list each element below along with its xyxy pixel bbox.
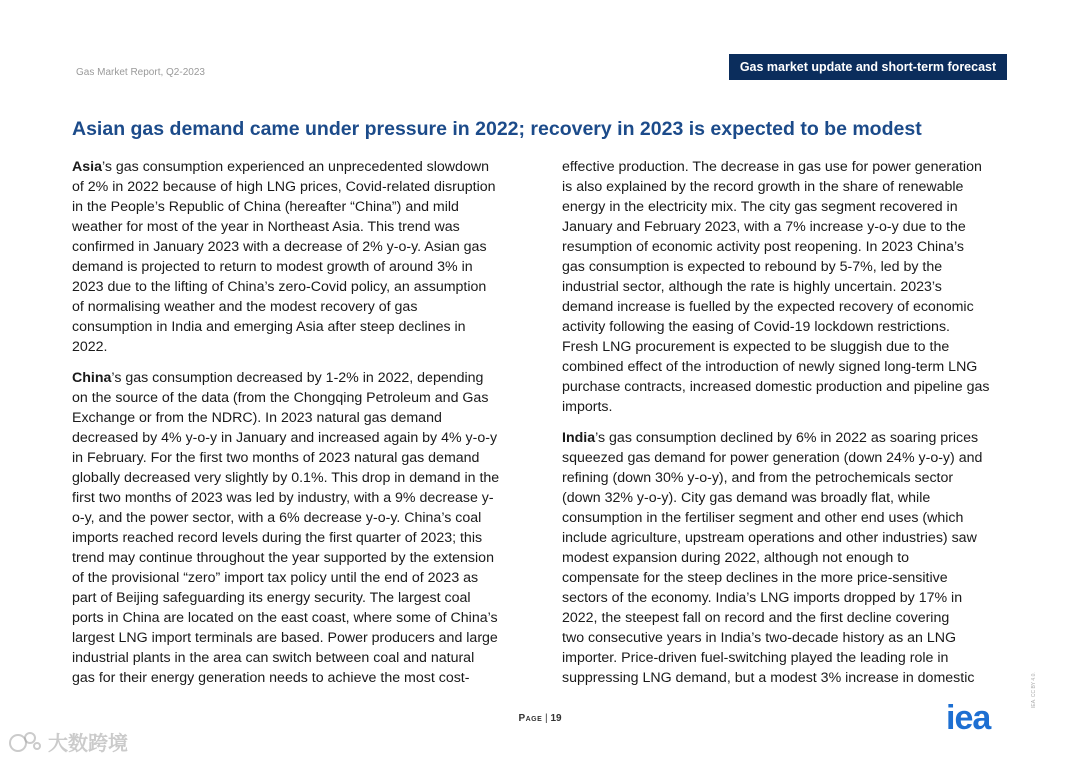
watermark-icon [8,730,42,754]
paragraph-text: effective production. The decrease in gas use for power generation is also explained by the record growth in the share of renewable energy in the electricity mix. The city gas segment recovered in January and February 2023, with a 7% increase y-o-y due to the resumption of economic activity post reopening. In 2023 China’s gas consumption is expected to rebound by 5-7%, led by the industrial sector, although the rate is highly uncertain. 2023’s demand increase is fuelled by the expected recovery of economic activity following the easing of Covid-19 lockdown restrictions. Fresh LNG procurement is expected to be sluggish due to the combined effect of the introduction of newly signed long-term LNG purchase contracts, increased domestic production and pipeline gas imports. [562,159,990,415]
watermark [8,727,128,756]
page-title: Asian gas demand came under pressure in 2022; recovery in 2023 is expected to be modest [72,118,922,140]
paragraph-lead: India [562,430,596,446]
page-separator: | [542,713,551,724]
page-label: Page [518,713,543,724]
right-column [562,157,1012,699]
page-number [0,713,1080,724]
page-number-value: 19 [550,713,562,724]
paragraph-china-continued [562,157,1012,417]
watermark-text: 大数跨境 [48,733,128,755]
paragraph-text: ’s gas consumption decreased by 1-2% in 2022, depending on the source of the data (from the Chongqing Petroleum and Gas Exchange or from the NDRC). In 2023 natural gas demand decreased by 4% y-o-y in January and increased again by 4% y-o-y in February. For the first two months of 2023 natural gas demand globally decreased very slightly by 0.1%. This drop in demand in the first two months of 2023 was led by industry, with a 9% decrease y- o-y, and the power sector, with a 6% decrease y-o-y. China’s coal imports reached record levels during the first quarter of 2023; this trend may continue throughout the year supported by the extension of the provisional “zero” import tax policy until the end of 2023 as part of Beijing safeguarding its energy security. The largest coal ports in China are located on the east coast, where some of China’s largest LNG import terminals are based. Power producers and large industrial plants in the area can switch between coal and natural gas for their energy generation needs to achieve the most cost- [72,370,500,686]
report-name: Gas Market Report, Q2-2023 [76,67,205,78]
paragraph-text: ’s gas consumption experienced an unprecedented slowdown of 2% in 2022 because of high LNG prices, Covid-related disruption in the People’s Republic of China (hereafter “China”) and mild weather for most of the year in Northeast Asia. This trend was confirmed in January 2023 with a decrease of 2% y-o-y. Asian gas demand is projected to return to modest growth of around 3% in 2023 due to the lifting of China’s zero-Covid policy, an assumption of normalising weather and the modest recovery of gas consumption in India and emerging Asia after steep declines in 2022. [72,159,496,355]
iea-logo: iea [946,699,991,737]
paragraph-china [72,368,522,688]
paragraph-asia [72,157,522,357]
section-badge [729,54,1007,80]
license-text: IEA. CC BY 4.0. [1031,672,1037,708]
paragraph-lead: China [72,370,112,386]
left-column [72,157,522,699]
paragraph-lead: Asia [72,159,102,175]
paragraph-text: ’s gas consumption declined by 6% in 2022 as soaring prices squeezed gas demand for power generation (down 24% y-o-y) and refining (down 30% y-o-y), and from the petrochemicals sector (down 32% y-o-y). City gas demand was broadly flat, while consumption in the fertiliser segment and other end uses (which include agriculture, upstream operations and other industries) saw modest expansion during 2022, although not enough to compensate for the steep declines in the more price-sensitive sectors of the economy. India’s LNG imports dropped by 17% in 2022, the steepest fall on record and the first decline covering two consecutive years in India’s two-decade history as an LNG importer. Price-driven fuel-switching played the leading role in suppressing LNG demand, but a modest 3% increase in domestic [562,430,983,686]
paragraph-india [562,428,1012,688]
section-badge-label: Gas market update and short-term forecast [739,60,997,74]
